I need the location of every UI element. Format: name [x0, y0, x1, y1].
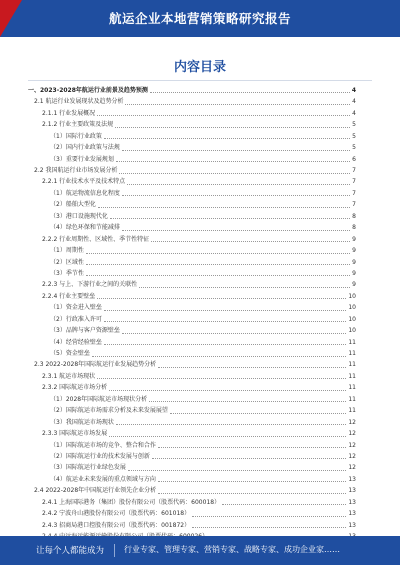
footer-slogan: 让每个人都能成为 — [36, 546, 105, 556]
toc-entry-page: 10 — [348, 327, 356, 335]
toc-entry[interactable] — [28, 474, 356, 485]
toc-leader-dots — [158, 367, 346, 368]
toc-entry[interactable] — [28, 394, 356, 405]
toc-entry-text: （1）航运物流信息化程度 — [50, 189, 120, 197]
toc-entry-page: 7 — [352, 178, 356, 186]
toc-entry-text: （2）国内行业政策与法规 — [50, 144, 120, 152]
toc-entry[interactable] — [28, 382, 356, 393]
toc-entry-text: （4）绿色环保和节能减排 — [50, 224, 120, 232]
toc-entry-page: 11 — [348, 350, 356, 358]
toc-leader-dots — [109, 436, 346, 437]
toc-entry-page: 7 — [352, 201, 356, 209]
toc-entry-page: 13 — [348, 475, 356, 483]
toc-entry[interactable] — [28, 440, 356, 451]
toc-entry-page: 12 — [348, 452, 356, 460]
toc-entry-page: 6 — [352, 155, 356, 163]
toc-entry-page: 9 — [352, 235, 356, 243]
toc-leader-dots — [125, 104, 350, 105]
toc-entry-text: 2.2.1 行业技术水平及技术特点 — [42, 178, 126, 186]
toc-entry[interactable] — [28, 462, 356, 473]
toc-entry-page: 4 — [351, 86, 356, 94]
toc-entry-page: 5 — [352, 132, 356, 140]
toc-entry-page: 12 — [348, 418, 356, 426]
toc-leader-dots — [192, 527, 346, 528]
toc-entry[interactable] — [28, 405, 356, 416]
toc-entry[interactable] — [28, 222, 356, 233]
toc-leader-dots — [149, 401, 346, 402]
toc-entry-text: 2.4 2022-2028年中国航运行业领先企业分析 — [34, 487, 157, 495]
toc-entry[interactable] — [28, 497, 356, 508]
toc-entry-text: （3）国际航运行业绿色发展 — [50, 464, 126, 472]
toc-entry-text: 2.4.3 招商局港口控股有限公司（股票代码：001872） — [42, 521, 191, 529]
toc-entry-text: 2.1 航运行业发展现状及趋势分析 — [34, 98, 124, 106]
toc-entry-text: （2）行政准入许可 — [50, 315, 102, 323]
toc-entry[interactable] — [28, 314, 356, 325]
toc-entry[interactable] — [28, 108, 356, 119]
report-title: 航运企业本地营销策略研究报告 — [108, 11, 291, 26]
toc-entry-page: 5 — [352, 121, 356, 129]
toc-entry-page: 11 — [348, 407, 356, 415]
toc-leader-dots — [127, 184, 350, 185]
toc-entry-text: （2）区域性 — [50, 258, 84, 266]
toc-entry-text: （5）资金壁垒 — [50, 350, 90, 358]
toc-entry[interactable] — [28, 96, 356, 107]
toc-entry-page: 11 — [348, 395, 356, 403]
toc-leader-dots — [151, 241, 350, 242]
footer-tagline: 行业专家、管理专家、营销专家、战略专家、成功企业家…… — [124, 545, 340, 554]
toc-entry[interactable] — [28, 348, 356, 359]
toc-entry-text: （2）国际航运行业的技术发展与创新 — [50, 452, 150, 460]
toc-entry[interactable] — [28, 337, 356, 348]
toc-entry-page: 8 — [352, 212, 356, 220]
toc-leader-dots — [139, 287, 350, 288]
toc-leader-dots — [104, 138, 350, 139]
toc-entry-page: 13 — [348, 487, 356, 495]
toc-leader-dots — [110, 218, 350, 219]
toc-leader-dots — [119, 173, 350, 174]
toc-entry[interactable] — [28, 188, 356, 199]
toc-entry-page: 9 — [352, 247, 356, 255]
toc-entry-text: （3）我国航运市场现状 — [50, 418, 114, 426]
toc-entry[interactable] — [28, 119, 356, 130]
toc-entry-page: 12 — [348, 464, 356, 472]
toc-entry-page: 9 — [352, 269, 356, 277]
footer-bar — [0, 536, 400, 565]
toc-leader-dots — [150, 92, 350, 93]
toc-leader-dots — [128, 470, 347, 471]
toc-entry-page: 10 — [348, 315, 356, 323]
toc-leader-dots — [115, 127, 350, 128]
toc-entry-page: 9 — [352, 258, 356, 266]
toc-entry[interactable] — [28, 520, 356, 531]
toc-entry[interactable] — [28, 428, 356, 439]
toc-entry[interactable] — [28, 154, 356, 165]
toc-entry-text: 2.3.1 航运市场现状 — [42, 372, 96, 380]
toc-leader-dots — [86, 253, 350, 254]
toc-entry-text: （1）周期性 — [50, 247, 84, 255]
toc-leader-dots — [97, 115, 350, 116]
toc-entry-page: 12 — [348, 430, 356, 438]
toc-entry-text: （2）国际航运市场需求分析及未来发展展望 — [50, 407, 168, 415]
toc-entry-page: 11 — [348, 372, 356, 380]
toc-entry-text: （1）2028年国际航运市场现状分析 — [50, 395, 148, 403]
toc-entry[interactable] — [28, 199, 356, 210]
toc-leader-dots — [158, 481, 347, 482]
toc-entry-text: （2）船舶大型化 — [50, 201, 96, 209]
toc-entry[interactable] — [28, 279, 356, 290]
toc-leader-dots — [104, 321, 347, 322]
toc-leader-dots — [222, 504, 346, 505]
report-header-bar — [0, 0, 400, 37]
toc-entry-text: （1）国际行业政策 — [50, 132, 102, 140]
toc-entry-page: 9 — [352, 281, 356, 289]
toc-entry[interactable] — [28, 142, 356, 153]
toc-entry-text: （4）航运业未来发展的重点领域与方向 — [50, 475, 156, 483]
toc-entry-text: （4）经营经验壁垒 — [50, 338, 102, 346]
toc-leader-dots — [158, 447, 347, 448]
toc-leader-dots — [97, 298, 346, 299]
toc-entry-page: 12 — [348, 441, 356, 449]
toc-entry[interactable] — [28, 245, 356, 256]
footer-divider — [114, 544, 115, 557]
toc-entry[interactable] — [28, 234, 356, 245]
toc-leader-dots — [104, 310, 347, 311]
toc-leader-dots — [98, 207, 350, 208]
toc-leader-dots — [116, 424, 347, 425]
toc-entry[interactable] — [28, 508, 356, 519]
toc-entry-page: 7 — [352, 167, 356, 175]
toc-leader-dots — [109, 390, 346, 391]
toc-entry-text: 2.3.3 国际航运市场发展 — [42, 430, 108, 438]
toc-entry-page: 13 — [348, 498, 356, 506]
toc-entry-text: （1）资金进入壁垒 — [50, 304, 102, 312]
toc-entry[interactable] — [28, 211, 356, 222]
toc-entry-page: 5 — [352, 144, 356, 152]
toc-leader-dots — [152, 458, 347, 459]
toc-entry[interactable] — [28, 485, 356, 496]
toc-entry-text: 2.3 2022-2028年国际航运行业发展趋势分析 — [34, 361, 157, 369]
toc-entry[interactable] — [28, 131, 356, 142]
toc-entry-page: 4 — [352, 98, 356, 106]
toc-entry-page: 10 — [348, 292, 356, 300]
toc-entry-text: 2.2.4 行业主要壁垒 — [42, 292, 96, 300]
toc-entry[interactable] — [28, 85, 356, 96]
toc-entry-page: 11 — [348, 361, 356, 369]
toc-entry[interactable] — [28, 257, 356, 268]
toc-leader-dots — [86, 275, 350, 276]
toc-leader-dots — [86, 264, 350, 265]
toc-entry-page: 11 — [348, 338, 356, 346]
toc-entry[interactable] — [28, 302, 356, 313]
toc-entry-page: 13 — [348, 521, 356, 529]
toc-entry[interactable] — [28, 165, 356, 176]
toc-leader-dots — [122, 230, 350, 231]
toc-leader-dots — [92, 356, 347, 357]
toc-entry[interactable] — [28, 291, 356, 302]
toc-entry-text: 2.1.1 行业发展概况 — [42, 109, 96, 117]
toc-entry-text: （3）重要行业发展规划 — [50, 155, 114, 163]
toc-entry[interactable] — [28, 177, 356, 188]
toc-entry-page: 13 — [348, 510, 356, 518]
toc-entry-page: 10 — [348, 304, 356, 312]
toc-entry-text: 2.2.3 与上、下游行业之间的关联性 — [42, 281, 138, 289]
toc-entry-page: 7 — [352, 189, 356, 197]
toc-entry[interactable] — [28, 371, 356, 382]
toc-entry[interactable] — [28, 325, 356, 336]
toc-leader-dots — [170, 413, 347, 414]
toc-entry-text: 2.4.1 上海国际港务（集团）股份有限公司（股票代码：600018） — [42, 498, 221, 506]
toc-entry-text: （3）品牌与客户资源壁垒 — [50, 327, 120, 335]
toc-entry-text: 2.2.2 行业周期性、区域性、季节性特征 — [42, 235, 150, 243]
toc-entry-text: 2.2 我国航运行业市场发展分析 — [34, 167, 118, 175]
toc-entry-page: 8 — [352, 224, 356, 232]
toc-entry-text: 2.1.2 行业主要政策及法规 — [42, 121, 114, 129]
toc-entry[interactable] — [28, 417, 356, 428]
table-of-contents — [28, 85, 356, 543]
toc-entry-text: 2.3.2 国际航运市场分析 — [42, 384, 108, 392]
toc-leader-dots — [122, 150, 350, 151]
toc-leader-dots — [104, 344, 347, 345]
toc-entry-page: 4 — [352, 109, 356, 117]
toc-entry[interactable] — [28, 268, 356, 279]
toc-leader-dots — [116, 161, 350, 162]
toc-entry-text: （3）港口设施现代化 — [50, 212, 108, 220]
toc-entry-text: （3）季节性 — [50, 269, 84, 277]
toc-leader-dots — [97, 378, 346, 379]
toc-entry-text: 一、2023-2028年航运行业前景及趋势预测 — [28, 86, 148, 94]
toc-entry[interactable] — [28, 360, 356, 371]
toc-heading: 内容目录 — [173, 60, 226, 75]
toc-leader-dots — [122, 195, 350, 196]
toc-leader-dots — [122, 333, 347, 334]
toc-leader-dots — [192, 516, 346, 517]
toc-entry-text: （1）国际航运市场的竞争、整合和合作 — [50, 441, 156, 449]
toc-divider — [28, 80, 372, 81]
toc-entry-page: 11 — [348, 384, 356, 392]
toc-entry-text: 2.4.2 宁波舟山港股份有限公司（股票代码：601018） — [42, 510, 191, 518]
toc-entry[interactable] — [28, 451, 356, 462]
toc-leader-dots — [158, 493, 346, 494]
